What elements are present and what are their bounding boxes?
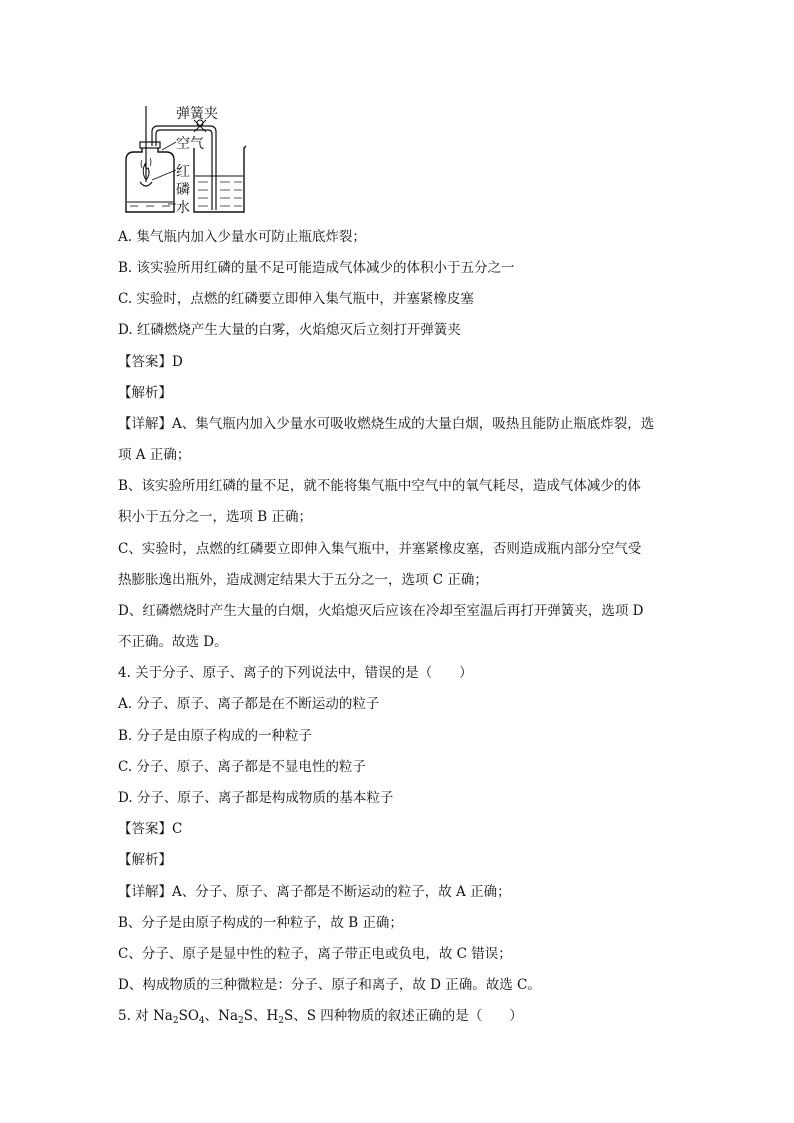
formula-subscript: 2	[172, 1016, 179, 1026]
q4-option-a: A. 分子、原子、离子都是在不断运动的粒子	[118, 696, 380, 712]
q4-detail-line: B、分子是由原子构成的一种粒子，故 B 正确；	[118, 915, 403, 931]
q3-detail-line: 热膨胀逸出瓶外，造成测定结果大于五分之一，选项 C 正确；	[118, 572, 488, 588]
formula-part: H	[266, 1008, 279, 1024]
q3-detail-line: 积小于五分之一，选项 B 正确；	[118, 509, 313, 525]
q4-detail-line: D、构成物质的三种微粒是：分子、原子和离子，故 D 正确。故选 C。	[118, 977, 541, 993]
q3-option-a: A. 集气瓶内加入少量水可防止瓶底炸裂；	[118, 229, 366, 245]
formula-na2s	[218, 1008, 253, 1024]
separator: 、	[204, 1008, 219, 1024]
q3-answer: 【答案】D	[118, 354, 183, 370]
formula-s: S	[306, 1008, 317, 1024]
q3-option-c: C. 实验时，点燃的红磷要立即伸入集气瓶中，并塞紧橡皮塞	[118, 291, 474, 307]
q3-detail-line: B、该实验所用红磷的量不足，就不能将集气瓶中空气中的氧气耗尽，造成气体减少的体	[118, 478, 641, 494]
formula-part: Na	[152, 1008, 173, 1024]
label-spring-clip: 弹簧夹	[176, 106, 218, 122]
label-red: 红	[176, 164, 190, 180]
q3-detail-line: C、实验时，点燃的红磷要立即伸入集气瓶中，并塞紧橡皮塞，否则造成瓶内部分空气受	[118, 541, 642, 557]
formula-part: S	[243, 1008, 253, 1024]
q4-stem: 4. 关于分子、原子、离子的下列说法中，错误的是（ ）	[118, 665, 473, 681]
q3-detail-line: D、红磷燃烧时产生大量的白烟，火焰熄灭后应该在冷却至室温后再打开弹簧夹，选项 D	[118, 603, 644, 619]
q4-detail-line: C、分子、原子是显中性的粒子，离子带正电或负电，故 C 错误；	[118, 946, 512, 962]
formula-subscript: 2	[278, 1016, 285, 1026]
formula-part: Na	[218, 1008, 239, 1024]
formula-h2s	[267, 1008, 294, 1024]
label-water: 水	[176, 200, 190, 216]
separator: 、	[293, 1008, 307, 1024]
q5-stem	[118, 1006, 688, 1031]
label-air: 空气	[176, 136, 204, 152]
q4-detail-line: 【详解】A、分子、原子、离子都是不断运动的粒子，故 A 正确；	[118, 884, 511, 900]
rubber-stopper	[140, 142, 160, 148]
label-phosphorus: 磷	[176, 182, 190, 198]
q3-option-b: B. 该实验所用红磷的量不足可能造成气体减少的体积小于五分之一	[118, 260, 515, 276]
q4-option-b: B. 分子是由原子构成的一种粒子	[118, 728, 313, 744]
q5-suffix: 四种物质的叙述正确的是（ ）	[316, 1008, 523, 1024]
formula-part: SO	[178, 1008, 199, 1024]
q3-detail-line: 【详解】A、集气瓶内加入少量水可吸收燃烧生成的大量白烟，吸热且能防止瓶底炸裂，选	[118, 416, 655, 432]
q3-detail-line: 不正确。故选 D。	[118, 634, 228, 650]
q3-option-d: D. 红磷燃烧产生大量的白雾，火焰熄灭后立刻打开弹簧夹	[118, 322, 461, 338]
formula-subscript: 4	[198, 1016, 205, 1026]
formula-part: S	[284, 1008, 294, 1024]
combustion-spoon	[140, 182, 152, 186]
formula-na2so4	[153, 1008, 205, 1024]
q5-prefix: 5. 对	[118, 1008, 153, 1024]
separator: 、	[253, 1008, 267, 1024]
q3-detail-line: 项 A 正确；	[118, 447, 191, 463]
q4-option-c: C. 分子、原子、离子都是不显电性的粒子	[118, 759, 366, 775]
beaker	[194, 146, 246, 212]
formula-subscript: 2	[238, 1016, 244, 1026]
q4-analysis-label: 【解析】	[118, 852, 172, 868]
q4-answer: 【答案】C	[118, 821, 183, 837]
phosphorus-combustion-apparatus-diagram	[118, 98, 258, 218]
q4-option-d: D. 分子、原子、离子都是构成物质的基本粒子	[118, 790, 394, 806]
q3-analysis-label: 【解析】	[118, 385, 172, 401]
